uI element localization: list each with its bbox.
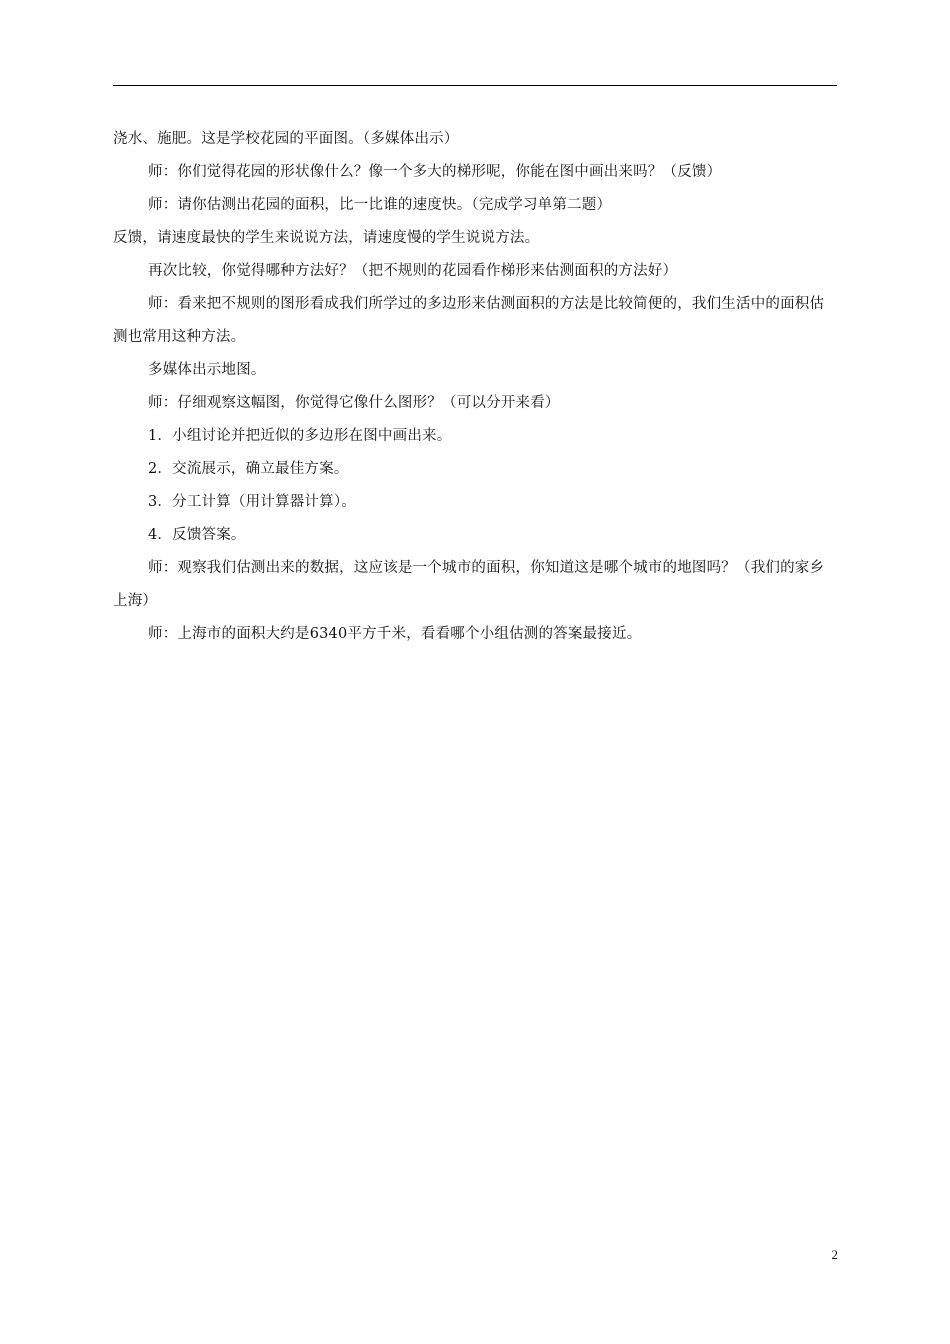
paragraph: 师：请你估测出花园的面积，比一比谁的速度快。（完成学习单第二题） [148, 197, 612, 213]
paragraph: 多媒体出示地图。 [148, 362, 266, 378]
paragraph: 反馈，请速度最快的学生来说说方法，请速度慢的学生说说方法。 [113, 230, 540, 246]
list-item: 4．反馈答案。 [148, 527, 246, 543]
list-item: 3．分工计算（用计算器计算）。 [148, 494, 356, 510]
paragraph: 师：仔细观察这幅图，你觉得它像什么图形？（可以分开来看） [148, 395, 560, 411]
body-text [113, 123, 837, 651]
paragraph: 师：上海市的面积大约是6340平方千米，看看哪个小组估测的答案最接近。 [148, 626, 642, 642]
header-rule [113, 85, 837, 86]
page-number: 2 [831, 1247, 838, 1262]
list-item: 2．交流展示，确立最佳方案。 [148, 461, 349, 477]
paragraph: 师：看来把不规则的图形看成我们所学过的多边形来估测面积的方法是比较简便的，我们生活中的面积估测也常用这种方法。 [113, 296, 825, 345]
paragraph: 再次比较，你觉得哪种方法好？（把不规则的花园看作梯形来估测面积的方法好） [148, 263, 678, 279]
list-item: 1．小组讨论并把近似的多边形在图中画出来。 [148, 428, 452, 444]
paragraph: 师：你们觉得花园的形状像什么？像一个多大的梯形呢，你能在图中画出来吗？（反馈） [148, 164, 722, 180]
paragraph: 师：观察我们估测出来的数据，这应该是一个城市的面积，你知道这是哪个城市的地图吗？（我们的家乡上海） [113, 560, 825, 609]
paragraph: 浇水、施肥。这是学校花园的平面图。（多媒体出示） [113, 131, 459, 147]
